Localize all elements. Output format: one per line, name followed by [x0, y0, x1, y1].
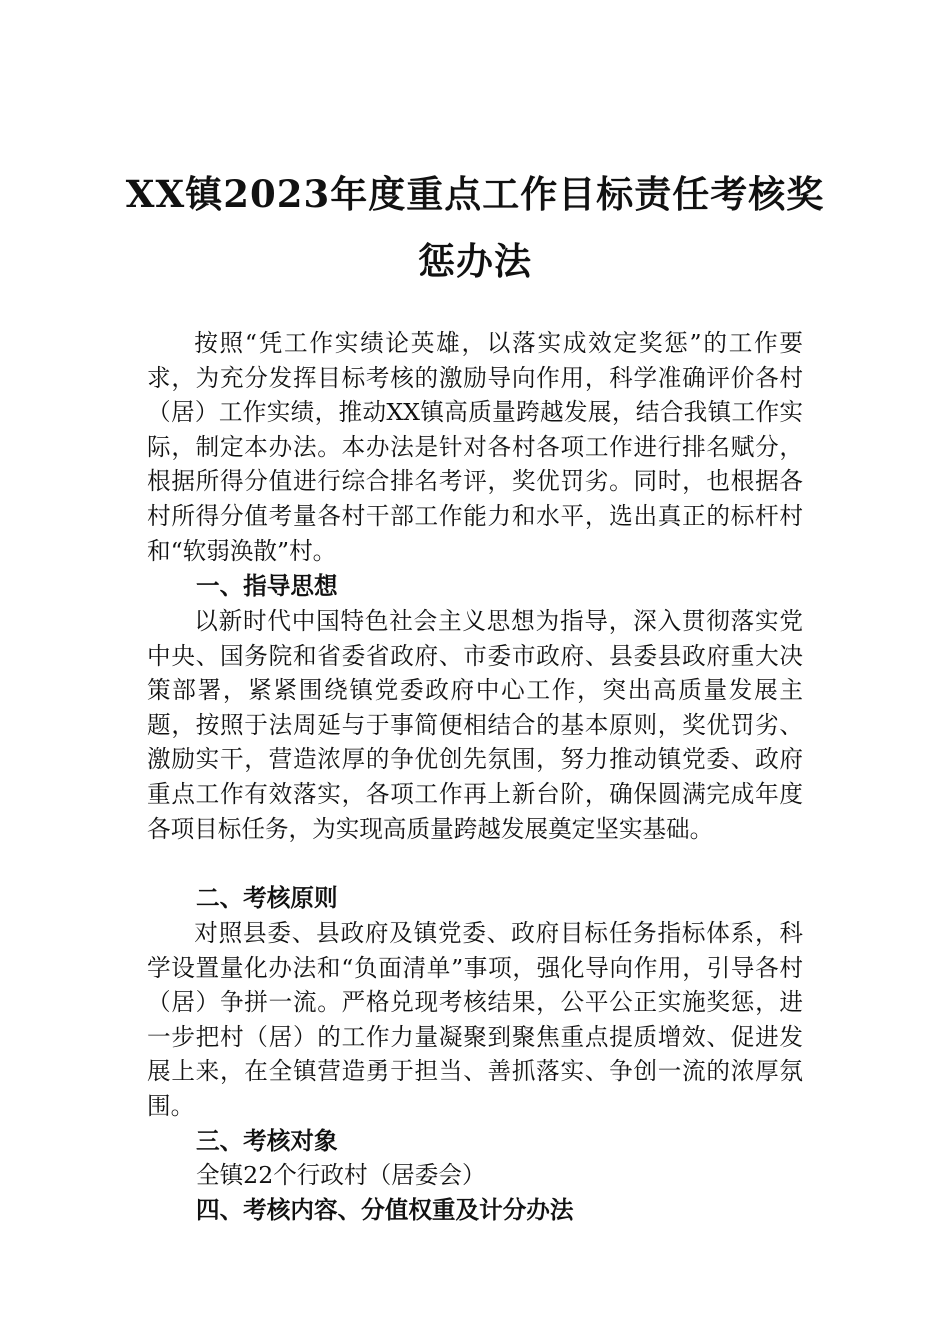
section-heading-assessment-targets: 三、考核对象	[196, 1127, 338, 1155]
section-heading-assessment-principles: 二、考核原则	[196, 884, 338, 912]
document-title-line-1: XX镇2023年度重点工作目标责任考核奖	[125, 172, 825, 216]
document-title-line-2: 惩办法	[418, 239, 532, 283]
section-heading-assessment-content: 四、考核内容、分值权重及计分办法	[196, 1196, 574, 1224]
section-heading-guiding-ideology: 一、指导思想	[196, 572, 338, 600]
intro-paragraph: 按照“凭工作实绩论英雄，以落实成效定奖惩”的工作要求，为充分发挥目标考核的激励导向作用，科学准确评价各村（居）工作实绩，推动XX镇高质量跨越发展，结合我镇工作实际，制定本办法。本办法是针对各村各项工作进行排名赋分，根据所得分值进行综合排名考评，奖优罚劣。同时，也根据各村所得分值考量各村干部工作能力和水平，选出真正的标杆村和“软弱涣散”村。	[147, 329, 803, 565]
section-body-assessment-targets: 全镇22个行政村（居委会）	[196, 1161, 486, 1189]
section-body-guiding-ideology: 以新时代中国特色社会主义思想为指导，深入贯彻落实党中央、国务院和省委省政府、市委市政府、县委县政府重大决策部署，紧紧围绕镇党委政府中心工作，突出高质量发展主题，按照于法周延与于事简便相结合的基本原则，奖优罚劣、激励实干，营造浓厚的争优创先氛围，努力推动镇党委、政府重点工作有效落实，各项工作再上新台阶，确保圆满完成年度各项目标任务，为实现高质量跨越发展奠定坚实基础。	[147, 607, 803, 843]
section-body-assessment-principles: 对照县委、县政府及镇党委、政府目标任务指标体系，科学设置量化办法和“负面清单”事项，强化导向作用，引导各村（居）争拼一流。严格兑现考核结果，公平公正实施奖惩，进一步把村（居）的工作力量凝聚到聚焦重点提质增效、促进发展上来，在全镇营造勇于担当、善抓落实、争创一流的浓厚氛围。	[147, 919, 803, 1120]
